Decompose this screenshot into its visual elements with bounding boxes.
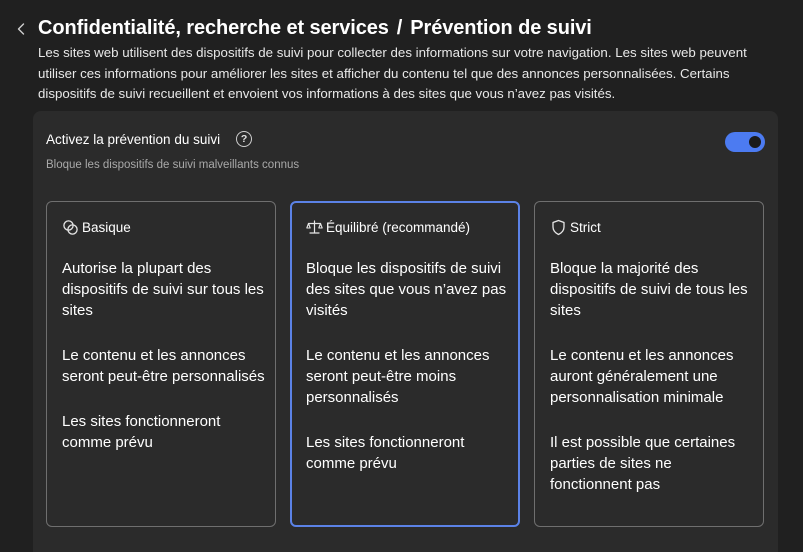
balance-scale-icon [306,219,323,236]
card-point: Le contenu et les annonces seront peut-être personnalisés [62,347,265,385]
card-header [550,219,601,236]
card-body [550,258,755,519]
toggle-knob [749,136,761,148]
card-point: Les sites fonctionneront comme prévu [306,434,465,472]
level-card-strict[interactable] [534,201,764,527]
card-title: Strict [570,220,601,235]
breadcrumb-current: Prévention de suivi [410,17,592,39]
card-point: Le contenu et les annonces seront peut-être moins personnalisés [306,347,490,406]
chevron-left-icon [17,23,25,35]
card-header [306,219,470,236]
tracking-settings-panel [33,111,778,552]
card-point: Bloque les dispositifs de suivi des sites que vous n’avez pas visités [306,260,507,319]
tracking-basic-icon [62,219,79,236]
back-button[interactable] [12,19,30,39]
card-body [62,258,267,477]
card-point: Le contenu et les annonces auront généralement une personnalisation minimale [550,347,734,406]
breadcrumb-parent[interactable]: Confidentialité, recherche et services [38,17,389,39]
card-point: Il est possible que certaines parties de sites ne fonctionnent pas [550,434,736,493]
card-point: Autorise la plupart des dispositifs de suivi sur tous les sites [62,260,264,319]
help-icon[interactable]: ? [236,131,252,147]
card-title: Équilibré (recommandé) [326,220,471,235]
level-card-balanced[interactable] [290,201,520,527]
tracking-toggle-row [46,131,252,147]
breadcrumb-separator: / [396,17,403,39]
card-body [306,258,511,498]
tracking-toggle-description: Bloque les dispositifs de suivi malveillants connus [46,159,300,171]
page-description: Les sites web utilisent des dispositifs de suivi pour collecter des informations sur votre navigation. Les sites web peuvent utiliser ces informations pour améliorer les sites et afficher du contenu tel que des annonces personnalisées. Certains dispositifs de suivi recueillent et envoient vos informations à des sites que vous n’avez pas visités. [38,45,747,101]
page-title [38,17,592,40]
tracking-toggle-label: Activez la prévention du suivi [46,131,221,147]
shield-icon [550,219,567,236]
level-card-basic[interactable] [46,201,276,527]
card-header [62,219,131,236]
card-point: Les sites fonctionneront comme prévu [62,413,221,451]
tracking-prevention-toggle[interactable] [725,132,765,152]
card-point: Bloque la majorité des dispositifs de suivi de tous les sites [550,260,748,319]
card-title: Basique [82,220,131,235]
